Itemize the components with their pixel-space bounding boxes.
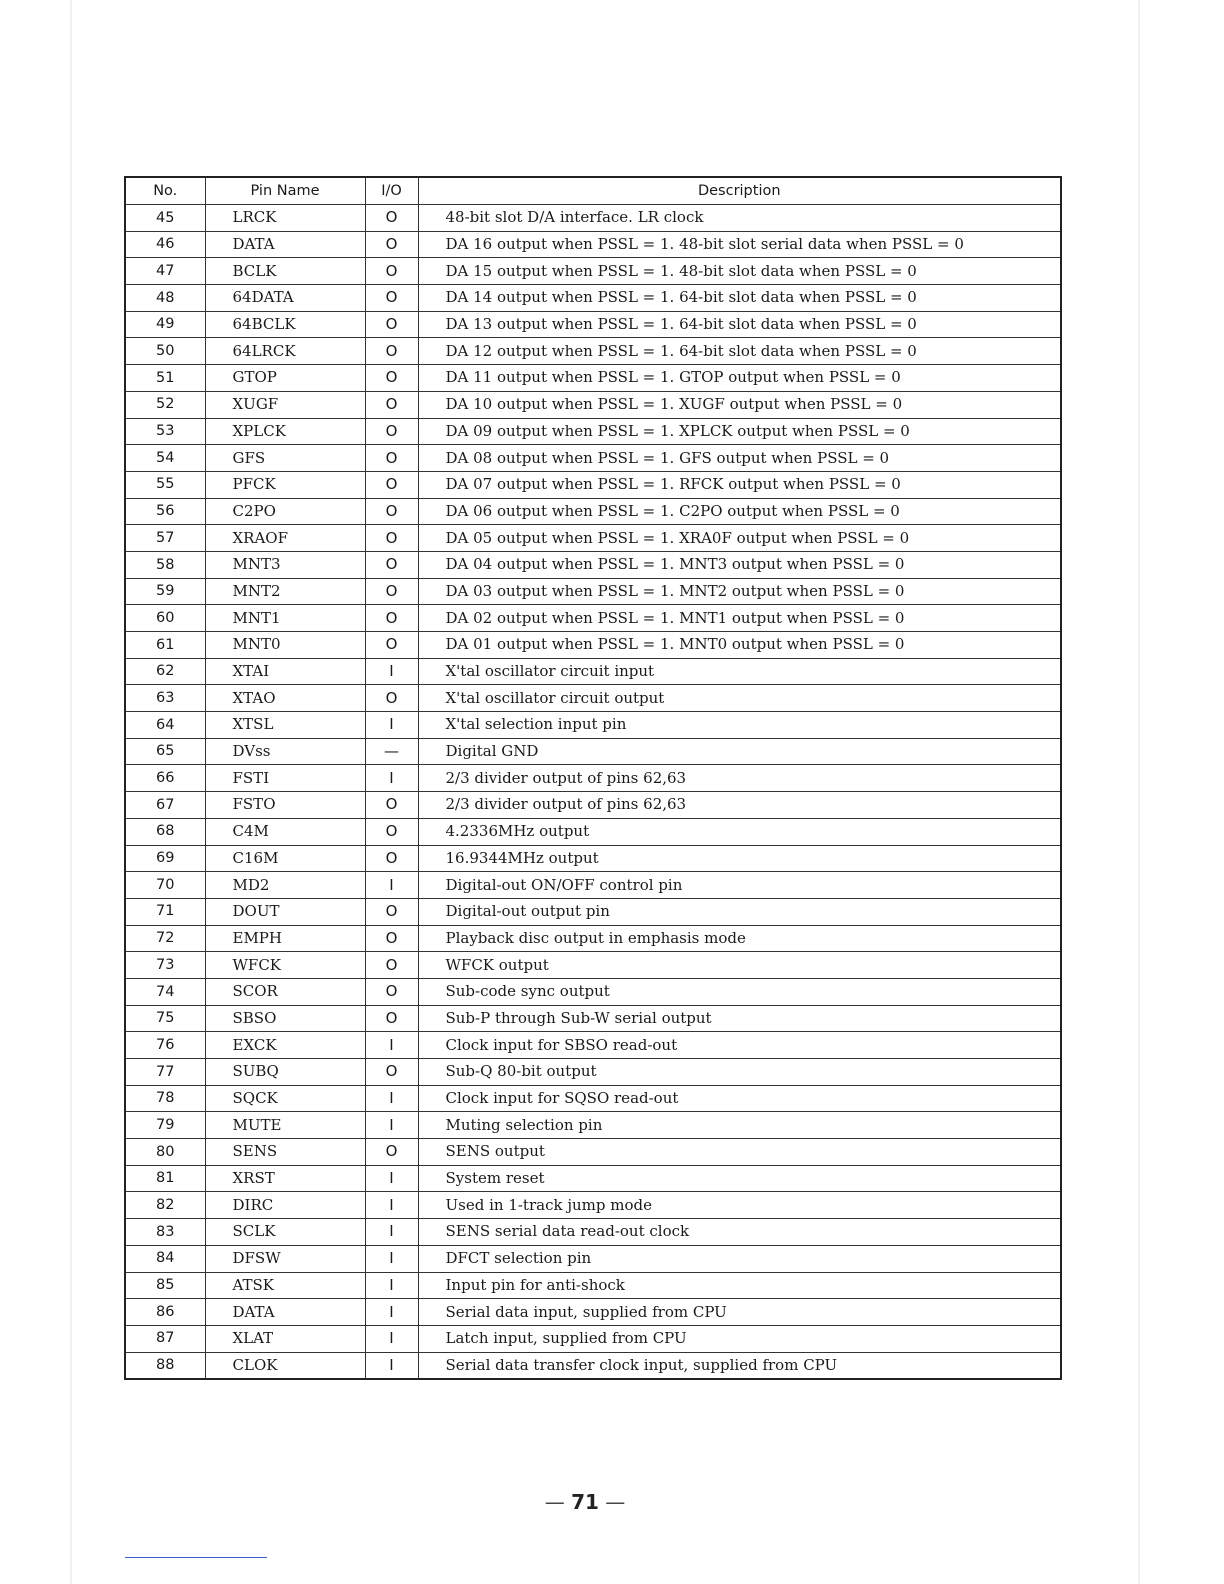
description-cell: Used in 1-track jump mode bbox=[418, 1192, 1061, 1219]
pin-number-cell: 87 bbox=[125, 1325, 205, 1352]
header-pin-name: Pin Name bbox=[205, 177, 365, 205]
table-row bbox=[125, 1352, 1061, 1379]
io-cell: O bbox=[365, 525, 418, 552]
description-cell: DA 15 output when PSSL = 1. 48-bit slot data when PSSL = 0 bbox=[418, 258, 1061, 285]
table-row bbox=[125, 365, 1061, 392]
description-cell: DA 03 output when PSSL = 1. MNT2 output when PSSL = 0 bbox=[418, 578, 1061, 605]
description-cell: DA 01 output when PSSL = 1. MNT0 output when PSSL = 0 bbox=[418, 632, 1061, 659]
description-cell: 2/3 divider output of pins 62,63 bbox=[418, 765, 1061, 792]
pin-name-cell: CLOK bbox=[205, 1352, 365, 1379]
pin-number-cell: 65 bbox=[125, 738, 205, 765]
io-cell: O bbox=[365, 898, 418, 925]
pin-name-cell: SBSO bbox=[205, 1005, 365, 1032]
io-cell: I bbox=[365, 765, 418, 792]
pin-name-cell: C2PO bbox=[205, 498, 365, 525]
pin-number-cell: 88 bbox=[125, 1352, 205, 1379]
pin-number-cell: 50 bbox=[125, 338, 205, 365]
table-row bbox=[125, 445, 1061, 472]
pin-number-cell: 51 bbox=[125, 365, 205, 392]
description-cell: Sub-Q 80-bit output bbox=[418, 1059, 1061, 1086]
table-row bbox=[125, 925, 1061, 952]
pin-number-cell: 73 bbox=[125, 952, 205, 979]
description-cell: Digital-out output pin bbox=[418, 898, 1061, 925]
pin-name-cell: SUBQ bbox=[205, 1059, 365, 1086]
io-cell: O bbox=[365, 978, 418, 1005]
header-description: Description bbox=[418, 177, 1061, 205]
pin-description-table bbox=[124, 176, 1062, 1380]
pin-name-cell: SCOR bbox=[205, 978, 365, 1005]
io-cell: I bbox=[365, 1085, 418, 1112]
io-cell: I bbox=[365, 1112, 418, 1139]
page-number-value: 71 bbox=[571, 1490, 599, 1514]
table-row bbox=[125, 765, 1061, 792]
pin-number-cell: 77 bbox=[125, 1059, 205, 1086]
io-cell: I bbox=[365, 1245, 418, 1272]
table-row bbox=[125, 391, 1061, 418]
io-cell: O bbox=[365, 952, 418, 979]
pin-number-cell: 69 bbox=[125, 845, 205, 872]
pin-name-cell: XRST bbox=[205, 1165, 365, 1192]
pin-number-cell: 60 bbox=[125, 605, 205, 632]
pin-name-cell: 64LRCK bbox=[205, 338, 365, 365]
io-cell: O bbox=[365, 551, 418, 578]
pin-number-cell: 63 bbox=[125, 685, 205, 712]
pin-name-cell: XTAO bbox=[205, 685, 365, 712]
description-cell: X'tal oscillator circuit input bbox=[418, 658, 1061, 685]
table-row bbox=[125, 738, 1061, 765]
description-cell: Serial data transfer clock input, supplied from CPU bbox=[418, 1352, 1061, 1379]
pin-name-cell: MNT2 bbox=[205, 578, 365, 605]
pin-name-cell: MUTE bbox=[205, 1112, 365, 1139]
pin-name-cell: MNT1 bbox=[205, 605, 365, 632]
table-row bbox=[125, 872, 1061, 899]
description-cell: 16.9344MHz output bbox=[418, 845, 1061, 872]
io-cell: O bbox=[365, 818, 418, 845]
table-row bbox=[125, 525, 1061, 552]
pin-number-cell: 74 bbox=[125, 978, 205, 1005]
pin-name-cell: SCLK bbox=[205, 1219, 365, 1246]
pin-number-cell: 70 bbox=[125, 872, 205, 899]
io-cell: I bbox=[365, 1325, 418, 1352]
pin-name-cell: EMPH bbox=[205, 925, 365, 952]
description-cell: DA 05 output when PSSL = 1. XRA0F output when PSSL = 0 bbox=[418, 525, 1061, 552]
table-row bbox=[125, 1085, 1061, 1112]
description-cell: 2/3 divider output of pins 62,63 bbox=[418, 792, 1061, 819]
table-row bbox=[125, 205, 1061, 232]
io-cell: — bbox=[365, 738, 418, 765]
table-row bbox=[125, 1272, 1061, 1299]
pin-name-cell: EXCK bbox=[205, 1032, 365, 1059]
description-cell: WFCK output bbox=[418, 952, 1061, 979]
description-cell: X'tal oscillator circuit output bbox=[418, 685, 1061, 712]
description-cell: Digital GND bbox=[418, 738, 1061, 765]
pin-name-cell: FSTI bbox=[205, 765, 365, 792]
table-row bbox=[125, 792, 1061, 819]
description-cell: DA 07 output when PSSL = 1. RFCK output when PSSL = 0 bbox=[418, 471, 1061, 498]
table-row bbox=[125, 685, 1061, 712]
description-cell: DA 09 output when PSSL = 1. XPLCK output when PSSL = 0 bbox=[418, 418, 1061, 445]
pin-number-cell: 48 bbox=[125, 285, 205, 312]
description-cell: Input pin for anti-shock bbox=[418, 1272, 1061, 1299]
table-row bbox=[125, 898, 1061, 925]
io-cell: I bbox=[365, 1299, 418, 1326]
table-row bbox=[125, 1032, 1061, 1059]
io-cell: O bbox=[365, 498, 418, 525]
table-row bbox=[125, 311, 1061, 338]
pin-name-cell: 64BCLK bbox=[205, 311, 365, 338]
pin-number-cell: 54 bbox=[125, 445, 205, 472]
table-body bbox=[125, 205, 1061, 1380]
table-row bbox=[125, 1059, 1061, 1086]
description-cell: Latch input, supplied from CPU bbox=[418, 1325, 1061, 1352]
pin-name-cell: FSTO bbox=[205, 792, 365, 819]
table-row bbox=[125, 258, 1061, 285]
pin-number-cell: 47 bbox=[125, 258, 205, 285]
pin-name-cell: C4M bbox=[205, 818, 365, 845]
header-no: No. bbox=[125, 177, 205, 205]
pin-name-cell: DFSW bbox=[205, 1245, 365, 1272]
pin-number-cell: 62 bbox=[125, 658, 205, 685]
pin-name-cell: XUGF bbox=[205, 391, 365, 418]
description-cell: System reset bbox=[418, 1165, 1061, 1192]
pin-name-cell: WFCK bbox=[205, 952, 365, 979]
io-cell: I bbox=[365, 1352, 418, 1379]
table-row bbox=[125, 578, 1061, 605]
pin-number-cell: 76 bbox=[125, 1032, 205, 1059]
description-cell: Sub-P through Sub-W serial output bbox=[418, 1005, 1061, 1032]
table-row bbox=[125, 952, 1061, 979]
io-cell: O bbox=[365, 1059, 418, 1086]
io-cell: O bbox=[365, 311, 418, 338]
io-cell: O bbox=[365, 845, 418, 872]
io-cell: O bbox=[365, 685, 418, 712]
pin-name-cell: GFS bbox=[205, 445, 365, 472]
table-row bbox=[125, 1219, 1061, 1246]
table-row bbox=[125, 658, 1061, 685]
description-cell: DA 16 output when PSSL = 1. 48-bit slot serial data when PSSL = 0 bbox=[418, 231, 1061, 258]
description-cell: DA 11 output when PSSL = 1. GTOP output when PSSL = 0 bbox=[418, 365, 1061, 392]
pin-name-cell: MD2 bbox=[205, 872, 365, 899]
table-row bbox=[125, 605, 1061, 632]
io-cell: O bbox=[365, 1139, 418, 1166]
pin-number-cell: 49 bbox=[125, 311, 205, 338]
table-row bbox=[125, 1299, 1061, 1326]
table-row bbox=[125, 1112, 1061, 1139]
pin-number-cell: 46 bbox=[125, 231, 205, 258]
pin-name-cell: 64DATA bbox=[205, 285, 365, 312]
description-cell: Serial data input, supplied from CPU bbox=[418, 1299, 1061, 1326]
table-row bbox=[125, 978, 1061, 1005]
table-header-row bbox=[125, 177, 1061, 205]
page-edge-right bbox=[1138, 0, 1140, 1584]
pin-name-cell: LRCK bbox=[205, 205, 365, 232]
pin-name-cell: DOUT bbox=[205, 898, 365, 925]
pin-number-cell: 75 bbox=[125, 1005, 205, 1032]
pin-number-cell: 72 bbox=[125, 925, 205, 952]
description-cell: 4.2336MHz output bbox=[418, 818, 1061, 845]
pin-number-cell: 67 bbox=[125, 792, 205, 819]
table-row bbox=[125, 551, 1061, 578]
io-cell: O bbox=[365, 605, 418, 632]
io-cell: O bbox=[365, 578, 418, 605]
pin-number-cell: 53 bbox=[125, 418, 205, 445]
pin-number-cell: 57 bbox=[125, 525, 205, 552]
io-cell: I bbox=[365, 872, 418, 899]
table-row bbox=[125, 1245, 1061, 1272]
io-cell: O bbox=[365, 632, 418, 659]
pin-number-cell: 64 bbox=[125, 712, 205, 739]
description-cell: DA 04 output when PSSL = 1. MNT3 output when PSSL = 0 bbox=[418, 551, 1061, 578]
io-cell: O bbox=[365, 205, 418, 232]
table-row bbox=[125, 1005, 1061, 1032]
io-cell: O bbox=[365, 231, 418, 258]
io-cell: O bbox=[365, 338, 418, 365]
table-row bbox=[125, 1139, 1061, 1166]
pin-name-cell: GTOP bbox=[205, 365, 365, 392]
pin-number-cell: 86 bbox=[125, 1299, 205, 1326]
table-row bbox=[125, 231, 1061, 258]
pin-number-cell: 45 bbox=[125, 205, 205, 232]
description-cell: DA 02 output when PSSL = 1. MNT1 output when PSSL = 0 bbox=[418, 605, 1061, 632]
io-cell: O bbox=[365, 792, 418, 819]
description-cell: Playback disc output in emphasis mode bbox=[418, 925, 1061, 952]
pin-name-cell: XRAOF bbox=[205, 525, 365, 552]
pin-name-cell: XTSL bbox=[205, 712, 365, 739]
pin-name-cell: XLAT bbox=[205, 1325, 365, 1352]
pin-name-cell: ATSK bbox=[205, 1272, 365, 1299]
description-cell: DA 08 output when PSSL = 1. GFS output when PSSL = 0 bbox=[418, 445, 1061, 472]
description-cell: DA 12 output when PSSL = 1. 64-bit slot data when PSSL = 0 bbox=[418, 338, 1061, 365]
pin-number-cell: 59 bbox=[125, 578, 205, 605]
io-cell: O bbox=[365, 925, 418, 952]
io-cell: O bbox=[365, 418, 418, 445]
table-row bbox=[125, 1192, 1061, 1219]
table-row bbox=[125, 418, 1061, 445]
io-cell: O bbox=[365, 365, 418, 392]
io-cell: I bbox=[365, 1272, 418, 1299]
table-row bbox=[125, 498, 1061, 525]
description-cell: DA 10 output when PSSL = 1. XUGF output when PSSL = 0 bbox=[418, 391, 1061, 418]
table-row bbox=[125, 1325, 1061, 1352]
pin-number-cell: 58 bbox=[125, 551, 205, 578]
pin-name-cell: SQCK bbox=[205, 1085, 365, 1112]
description-cell: SENS serial data read-out clock bbox=[418, 1219, 1061, 1246]
io-cell: O bbox=[365, 391, 418, 418]
description-cell: Digital-out ON/OFF control pin bbox=[418, 872, 1061, 899]
pin-number-cell: 52 bbox=[125, 391, 205, 418]
table-row bbox=[125, 818, 1061, 845]
table-row bbox=[125, 1165, 1061, 1192]
io-cell: O bbox=[365, 471, 418, 498]
table-row bbox=[125, 285, 1061, 312]
pin-name-cell: XPLCK bbox=[205, 418, 365, 445]
pin-name-cell: MNT0 bbox=[205, 632, 365, 659]
bottom-divider bbox=[125, 1557, 267, 1558]
io-cell: O bbox=[365, 1005, 418, 1032]
description-cell: Muting selection pin bbox=[418, 1112, 1061, 1139]
io-cell: I bbox=[365, 712, 418, 739]
header-io: I/O bbox=[365, 177, 418, 205]
io-cell: I bbox=[365, 1219, 418, 1246]
pin-number-cell: 80 bbox=[125, 1139, 205, 1166]
pin-number-cell: 71 bbox=[125, 898, 205, 925]
table-row bbox=[125, 632, 1061, 659]
pin-name-cell: MNT3 bbox=[205, 551, 365, 578]
page-edge-left bbox=[70, 0, 72, 1584]
io-cell: O bbox=[365, 258, 418, 285]
pin-number-cell: 61 bbox=[125, 632, 205, 659]
pin-number-cell: 66 bbox=[125, 765, 205, 792]
io-cell: I bbox=[365, 1032, 418, 1059]
pin-name-cell: PFCK bbox=[205, 471, 365, 498]
pin-number-cell: 84 bbox=[125, 1245, 205, 1272]
pin-name-cell: DATA bbox=[205, 231, 365, 258]
io-cell: I bbox=[365, 658, 418, 685]
description-cell: SENS output bbox=[418, 1139, 1061, 1166]
pin-name-cell: C16M bbox=[205, 845, 365, 872]
pin-number-cell: 85 bbox=[125, 1272, 205, 1299]
pin-number-cell: 82 bbox=[125, 1192, 205, 1219]
pin-number-cell: 78 bbox=[125, 1085, 205, 1112]
io-cell: O bbox=[365, 445, 418, 472]
description-cell: 48-bit slot D/A interface. LR clock bbox=[418, 205, 1061, 232]
pin-name-cell: XTAI bbox=[205, 658, 365, 685]
pin-name-cell: DIRC bbox=[205, 1192, 365, 1219]
description-cell: DA 06 output when PSSL = 1. C2PO output when PSSL = 0 bbox=[418, 498, 1061, 525]
io-cell: O bbox=[365, 285, 418, 312]
page-number: — 71 — bbox=[544, 1490, 626, 1514]
description-cell: DFCT selection pin bbox=[418, 1245, 1061, 1272]
description-cell: X'tal selection input pin bbox=[418, 712, 1061, 739]
description-cell: DA 13 output when PSSL = 1. 64-bit slot data when PSSL = 0 bbox=[418, 311, 1061, 338]
description-cell: DA 14 output when PSSL = 1. 64-bit slot data when PSSL = 0 bbox=[418, 285, 1061, 312]
pin-number-cell: 83 bbox=[125, 1219, 205, 1246]
table-row bbox=[125, 712, 1061, 739]
pin-number-cell: 68 bbox=[125, 818, 205, 845]
io-cell: I bbox=[365, 1165, 418, 1192]
pin-number-cell: 56 bbox=[125, 498, 205, 525]
pin-number-cell: 55 bbox=[125, 471, 205, 498]
io-cell: I bbox=[365, 1192, 418, 1219]
pin-name-cell: DVss bbox=[205, 738, 365, 765]
table-row bbox=[125, 471, 1061, 498]
pin-number-cell: 79 bbox=[125, 1112, 205, 1139]
pin-name-cell: DATA bbox=[205, 1299, 365, 1326]
pin-number-cell: 81 bbox=[125, 1165, 205, 1192]
pin-name-cell: BCLK bbox=[205, 258, 365, 285]
table-row bbox=[125, 338, 1061, 365]
pin-name-cell: SENS bbox=[205, 1139, 365, 1166]
description-cell: Clock input for SQSO read-out bbox=[418, 1085, 1061, 1112]
description-cell: Sub-code sync output bbox=[418, 978, 1061, 1005]
description-cell: Clock input for SBSO read-out bbox=[418, 1032, 1061, 1059]
table-row bbox=[125, 845, 1061, 872]
